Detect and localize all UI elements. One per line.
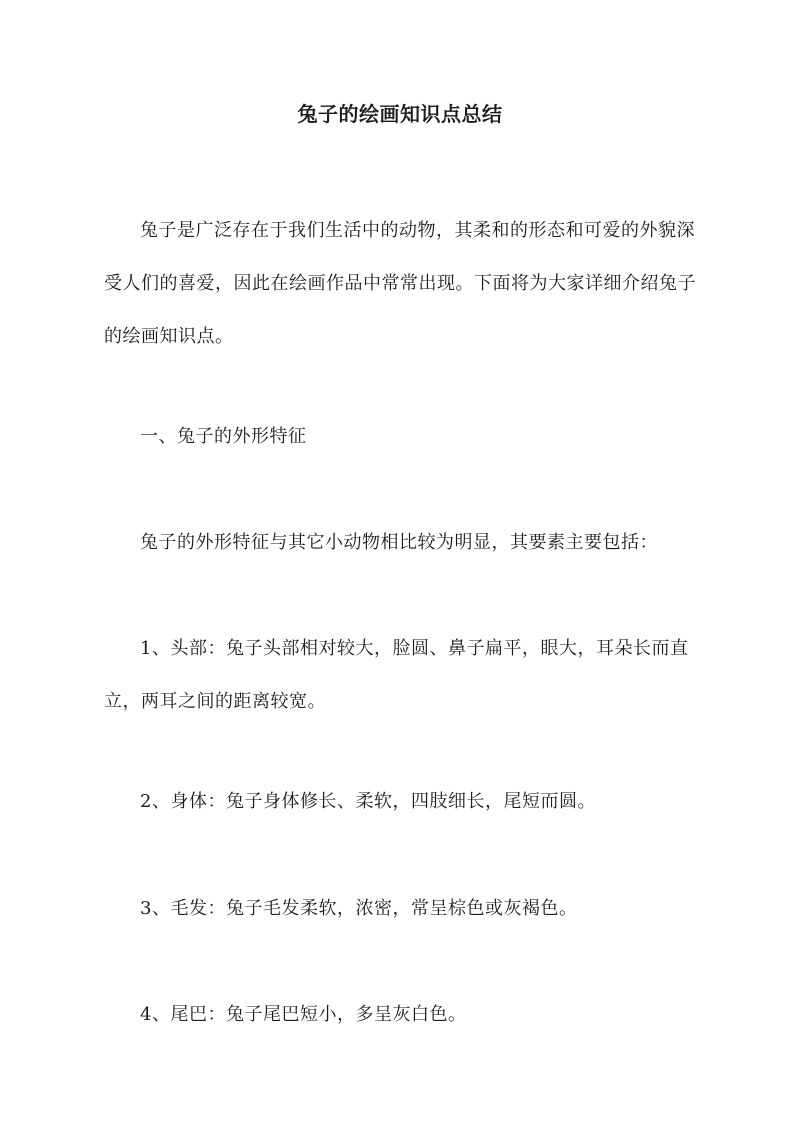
- section-heading-appearance: 一、兔子的外形特征: [140, 426, 307, 447]
- intro-paragraph: 兔子是广泛存在于我们生活中的动物，其柔和的形态和可爱的外貌深受人们的喜爱，因此在绘画作品中常常出现。下面将为大家详细介绍兔子的绘画知识点。: [104, 220, 696, 347]
- list-item-fur: 3、毛发：兔子毛发柔软，浓密，常呈棕色或灰褐色。: [140, 898, 578, 919]
- section-lead-paragraph: 兔子的外形特征与其它小动物相比较为明显，其要素主要包括：: [140, 532, 658, 553]
- list-item-head: 1、头部：兔子头部相对较大，脸圆、鼻子扁平，眼大，耳朵长而直立，两耳之间的距离较宽。: [104, 638, 689, 712]
- list-item-tail: 4、尾巴：兔子尾巴短小，多呈灰白色。: [140, 1004, 467, 1025]
- document-title: 兔子的绘画知识点总结: [297, 102, 503, 126]
- list-item-body: 2、身体：兔子身体修长、柔软，四肢细长，尾短而圆。: [140, 791, 596, 812]
